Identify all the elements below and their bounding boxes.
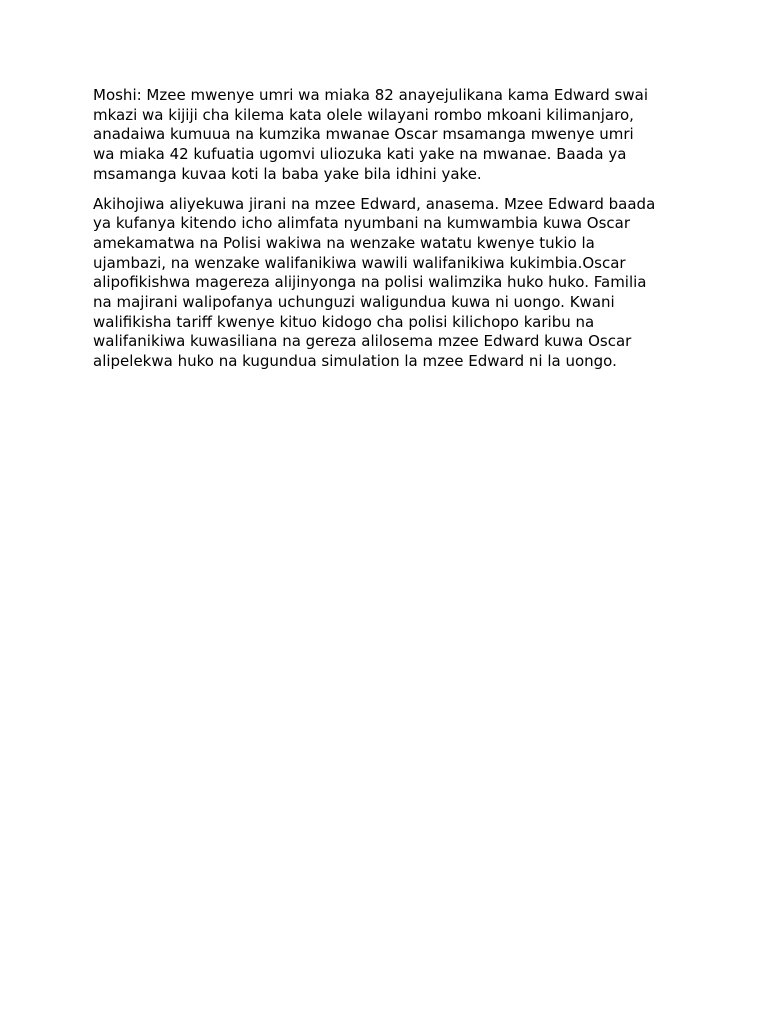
text-line: msamanga kuvaa koti la baba yake bila idhini yake.: [93, 164, 482, 183]
text-line: wa miaka 42 kufuatia ugomvi uliozuka kati yake na mwanae. Baada ya: [93, 145, 627, 164]
paragraph-1: [93, 86, 683, 185]
text-line: Moshi: Mzee mwenye umri wa miaka 82 anayejulikana kama Edward swai: [93, 86, 648, 104]
text-line: amekamatwa na Polisi wakiwa na wenzake watatu kwenye tukio la: [93, 233, 595, 252]
text-line: anadaiwa kumuua na kumzika mwanae Oscar msamanga mwenye umri: [93, 125, 634, 144]
text-line: ya kufanya kitendo icho alimfata nyumbani na kumwambia kuwa Oscar: [93, 214, 631, 233]
document-body: [93, 86, 683, 382]
text-line: walifikisha tariff kwenye kituo kidogo cha polisi kilichopo karibu na: [93, 312, 595, 331]
text-line: ujambazi, na wenzake walifanikiwa wawili walifanikiwa kukimbia.Oscar: [93, 253, 626, 272]
text-line: alipelekwa huko na kugundua simulation la mzee Edward ni la uongo.: [93, 352, 617, 371]
text-line: alipofikishwa magereza alijinyonga na polisi walimzika huko huko. Familia: [93, 273, 647, 292]
text-line: Akihojiwa aliyekuwa jirani na mzee Edward, anasema. Mzee Edward baada: [93, 194, 656, 213]
text-line: mkazi wa kijiji cha kilema kata olele wilayani rombo mkoani kilimanjaro,: [93, 105, 634, 124]
paragraph-2: [93, 195, 683, 372]
text-line: na majirani walipofanya uchunguzi waligundua kuwa ni uongo. Kwani: [93, 293, 615, 312]
text-line: walifanikiwa kuwasiliana na gereza alilosema mzee Edward kuwa Oscar: [93, 332, 632, 351]
